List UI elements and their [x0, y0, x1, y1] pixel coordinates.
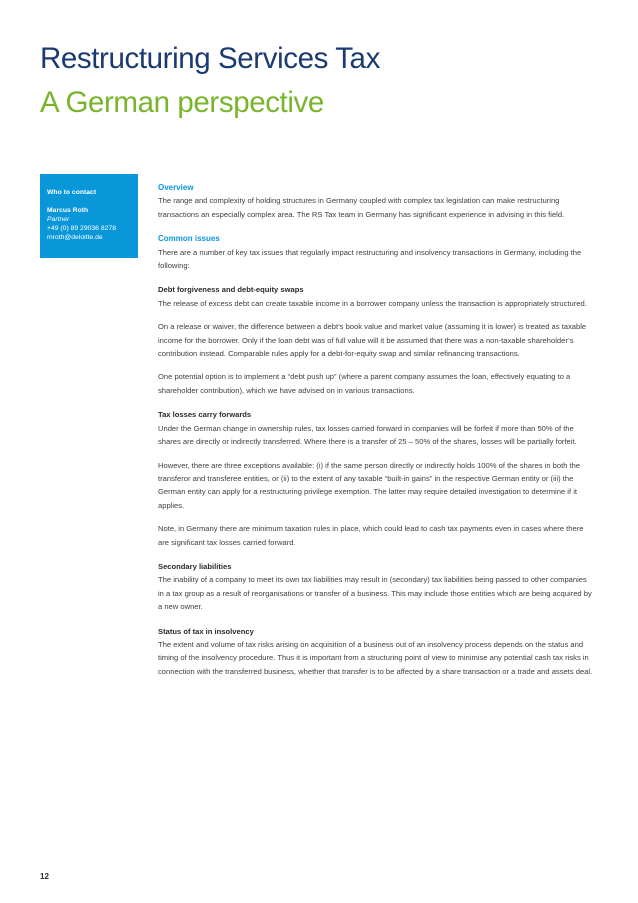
secondary-liabilities-paragraph: The inability of a company to meet its own tax liabilities may result in (secondary) tax liabilities being passed to other companies in a tax group as a result of reorganisations or transfer of a business. This may include those entities which are being acquired by a new owner.: [158, 575, 592, 612]
page-subtitle: A German perspective: [40, 86, 324, 119]
tax-losses-paragraph-1: Under the German change in ownership rules, tax losses carried forward in companies will be forfeit if more than 50% of the shares are directly or indirectly transferred. Where there is a transfer of 25 – 50% of the shares, losses will be partially forfeit.: [158, 423, 577, 447]
page-number: 12: [40, 872, 49, 881]
insolvency-heading: Status of tax in insolvency: [158, 626, 254, 636]
overview-heading: Overview: [158, 183, 194, 192]
debt-paragraph-1: The release of excess debt can create taxable income in a borrower company unless the transaction is appropriately structured.: [158, 298, 587, 308]
debt-paragraph-2: On a release or waiver, the difference between a debt’s book value and market value (assuming it is lower) is treated as taxable income for the borrower. Only if the loan debt was of full value will it be assumed that there was a non-taxable shareholder’s contribution instead. Comparable rules apply for a debt-for-equity swap and similar refinancing transactions.: [158, 322, 587, 359]
common-issues-heading: Common issues: [158, 234, 220, 244]
contact-heading: Who to contact: [47, 189, 97, 196]
contact-box: [40, 174, 138, 258]
contact-email[interactable]: mroth@deloitte.de: [47, 234, 103, 241]
secondary-liabilities-heading: Secondary liabilities: [158, 561, 232, 571]
tax-losses-heading: Tax losses carry forwards: [158, 410, 252, 420]
page-title: Restructuring Services Tax: [40, 42, 380, 75]
tax-losses-paragraph-2: However, there are three exceptions available: (i) if the same person directly or indirectly holds 100% of the shares in both the transferor and transferee entities, or (ii) to the extent of any taxable “built-in gains” in the respective German entity or (iii) the German entity can apply for a restructuring privilege exemption. The latter may require detailed investigation to determine if it applies.: [158, 460, 581, 510]
contact-name: Marcus Roth: [47, 207, 89, 214]
insolvency-paragraph: The extent and volume of tax risks arising on acquisition of a business out of an insolvency process depends on the status and timing of the insolvency procedure. Thus it is important from a structuring point of view to minimise any potential cash tax risks in connection with the transferred business, whether that transfer is to be affected by a share transaction or a trade and assets deal.: [158, 639, 593, 676]
main-content: [158, 181, 594, 678]
contact-phone: +49 (0) 89 29036 8278: [47, 225, 116, 232]
debt-paragraph-3: One potential option is to implement a “debt push up” (where a parent company assumes the loan, effectively equating to a shareholder contribution), which we have advised on in various transactions.: [158, 372, 571, 395]
debt-heading: Debt forgiveness and debt-equity swaps: [158, 285, 304, 295]
overview-text: The range and complexity of holding structures in Germany coupled with complex tax legislation can make restructuring transactions an especially complex area. The RS Tax team in Germany has significant experience in advising in this field.: [158, 196, 565, 219]
contact-role: Partner: [47, 216, 70, 223]
common-issues-text: There are a number of key tax issues that regularly impact restructuring and insolvency transactions in Germany, including the following:: [158, 247, 582, 271]
tax-losses-paragraph-3: Note, in Germany there are minimum taxation rules in place, which could lead to cash tax payments even in cases where there are significant tax losses carried forward.: [158, 524, 584, 547]
